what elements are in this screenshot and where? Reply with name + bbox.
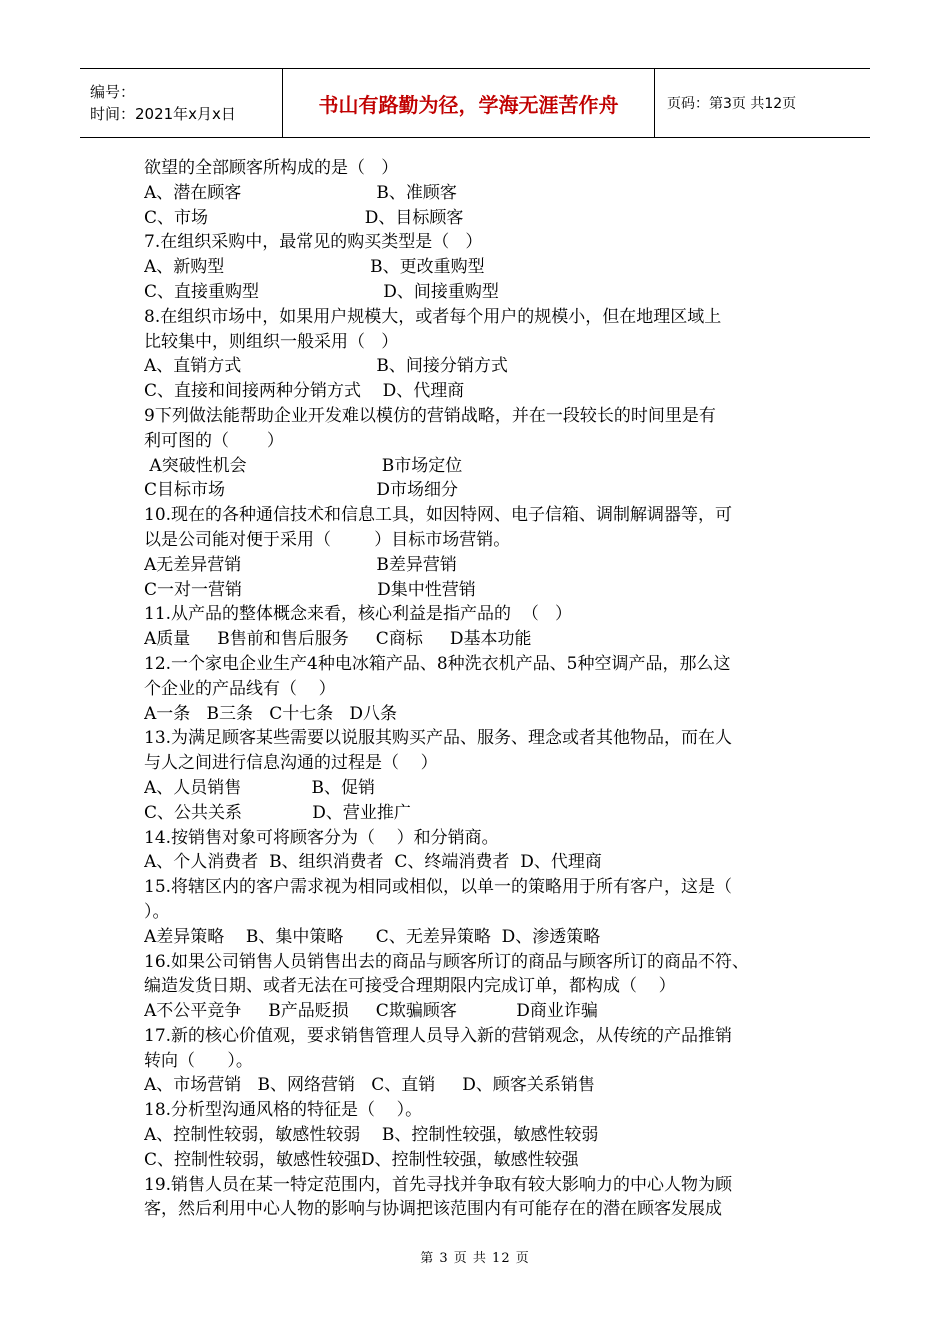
text-line: A、新购型 B、更改重购型 — [144, 257, 485, 278]
text-line: 欲望的全部顾客所构成的是（ ） — [144, 158, 399, 178]
text-line: 个企业的产品线有（ ） — [144, 678, 336, 699]
text-line: 11.从产品的整体概念来看，核心利益是指产品的 （ ） — [144, 604, 573, 625]
text-line: 客，然后利用中心人物的影响与协调把该范围内有可能存在的潜在顾客发展成 — [144, 1199, 722, 1220]
text-line: 12.一个家电企业生产4种电冰箱产品、8种洗衣机产品、5种空调产品，那么这 — [144, 653, 731, 674]
text-line: A、人员销售 B、促销 — [144, 777, 376, 798]
text-line: A突破性机会 B市场定位 — [144, 455, 463, 476]
text-line: 利可图的（ ） — [144, 430, 284, 451]
text-line: C、直接重购型 D、间接重购型 — [144, 281, 499, 302]
text-line: 10.现在的各种通信技术和信息工具，如因特网、电子信箱、调制解调器等，可 — [144, 505, 733, 526]
text-line: A、直销方式 B、间接分销方式 — [144, 356, 508, 377]
text-line: A、个人消费者 B、组织消费者 C、终端消费者 D、代理商 — [144, 852, 602, 873]
text-line: 与人之间进行信息沟通的过程是（ ） — [144, 753, 438, 774]
text-line: 8.在组织市场中，如果用户规模大，或者每个用户的规模小，但在地理区域上 — [144, 306, 722, 327]
header-meta — [80, 69, 283, 137]
text-line: 9下列做法能帮助企业开发难以模仿的营销战略，并在一段较长的时间里是有 — [144, 405, 716, 426]
text-line: C、直接和间接两种分销方式 D、代理商 — [144, 381, 465, 402]
text-line: C、公共关系 D、营业推广 — [144, 802, 411, 823]
text-line: 7.在组织采购中，最常见的购买类型是（ ） — [144, 232, 483, 253]
text-line: C、控制性较弱，敏感性较强D、控制性较强，敏感性较强 — [144, 1149, 579, 1170]
text-line: A、市场营销 B、网络营销 C、直销 D、顾客关系销售 — [144, 1075, 595, 1096]
page-footer: 第 3 页 共 12 页 — [420, 1251, 530, 1266]
text-line: 以是公司能对便于采用（ ）目标市场营销。 — [144, 529, 511, 550]
text-line: 转向（ ）。 — [144, 1050, 253, 1071]
document-number-label: 编号： — [90, 83, 136, 101]
text-line: 14.按销售对象可将顾客分为（ ）和分销商。 — [144, 827, 499, 848]
document-time-label: 时间：2021年x月x日 — [90, 105, 236, 123]
text-line: A、控制性较弱，敏感性较弱 B、控制性较强，敏感性较弱 — [144, 1125, 599, 1146]
header-page-info: 页码：第3页 共12页 — [667, 96, 797, 112]
text-line: 15.将辖区内的客户需求视为相同或相似，以单一的策略用于所有客户，这是（ — [144, 877, 733, 898]
text-line: A、潜在顾客 B、准顾客 — [144, 182, 457, 203]
document-body — [144, 156, 816, 1222]
text-line: ）。 — [144, 901, 170, 922]
text-line: A质量 B售前和售后服务 C商标 D基本功能 — [144, 629, 532, 650]
text-line: A无差异营销 B差异营销 — [144, 554, 457, 575]
text-line: 13.为满足顾客某些需要以说服其购买产品、服务、理念或者其他物品，而在人 — [144, 728, 733, 749]
page-header — [80, 68, 870, 138]
text-line: A不公平竞争 B产品贬损 C欺骗顾客 D商业诈骗 — [144, 1001, 598, 1022]
text-line: C、市场 D、目标顾客 — [144, 207, 464, 228]
text-line: 编造发货日期、或者无法在可接受合理期限内完成订单，都构成（ ） — [144, 976, 676, 997]
text-line: C一对一营销 D集中性营销 — [144, 579, 476, 600]
text-line: 19.销售人员在某一特定范围内，首先寻找并争取有较大影响力的中心人物为顾 — [144, 1174, 733, 1195]
text-line: 比较集中，则组织一般采用（ ） — [144, 331, 399, 352]
text-line: A一条 B三条 C十七条 D八条 — [144, 703, 398, 724]
header-motto: 书山有路勤为径，学海无涯苦作舟 — [283, 69, 655, 137]
text-line: 17.新的核心价值观，要求销售管理人员导入新的营销观念，从传统的产品推销 — [144, 1025, 733, 1046]
text-line: A差异策略 B、集中策略 C、无差异策略 D、渗透策略 — [144, 926, 601, 947]
text-line: 16.如果公司销售人员销售出去的商品与顾客所订的商品与顾客所订的商品不符、 — [144, 951, 750, 972]
text-line: C目标市场 D市场细分 — [144, 480, 458, 501]
text-line: 18.分析型沟通风格的特征是（ ）。 — [144, 1100, 423, 1121]
